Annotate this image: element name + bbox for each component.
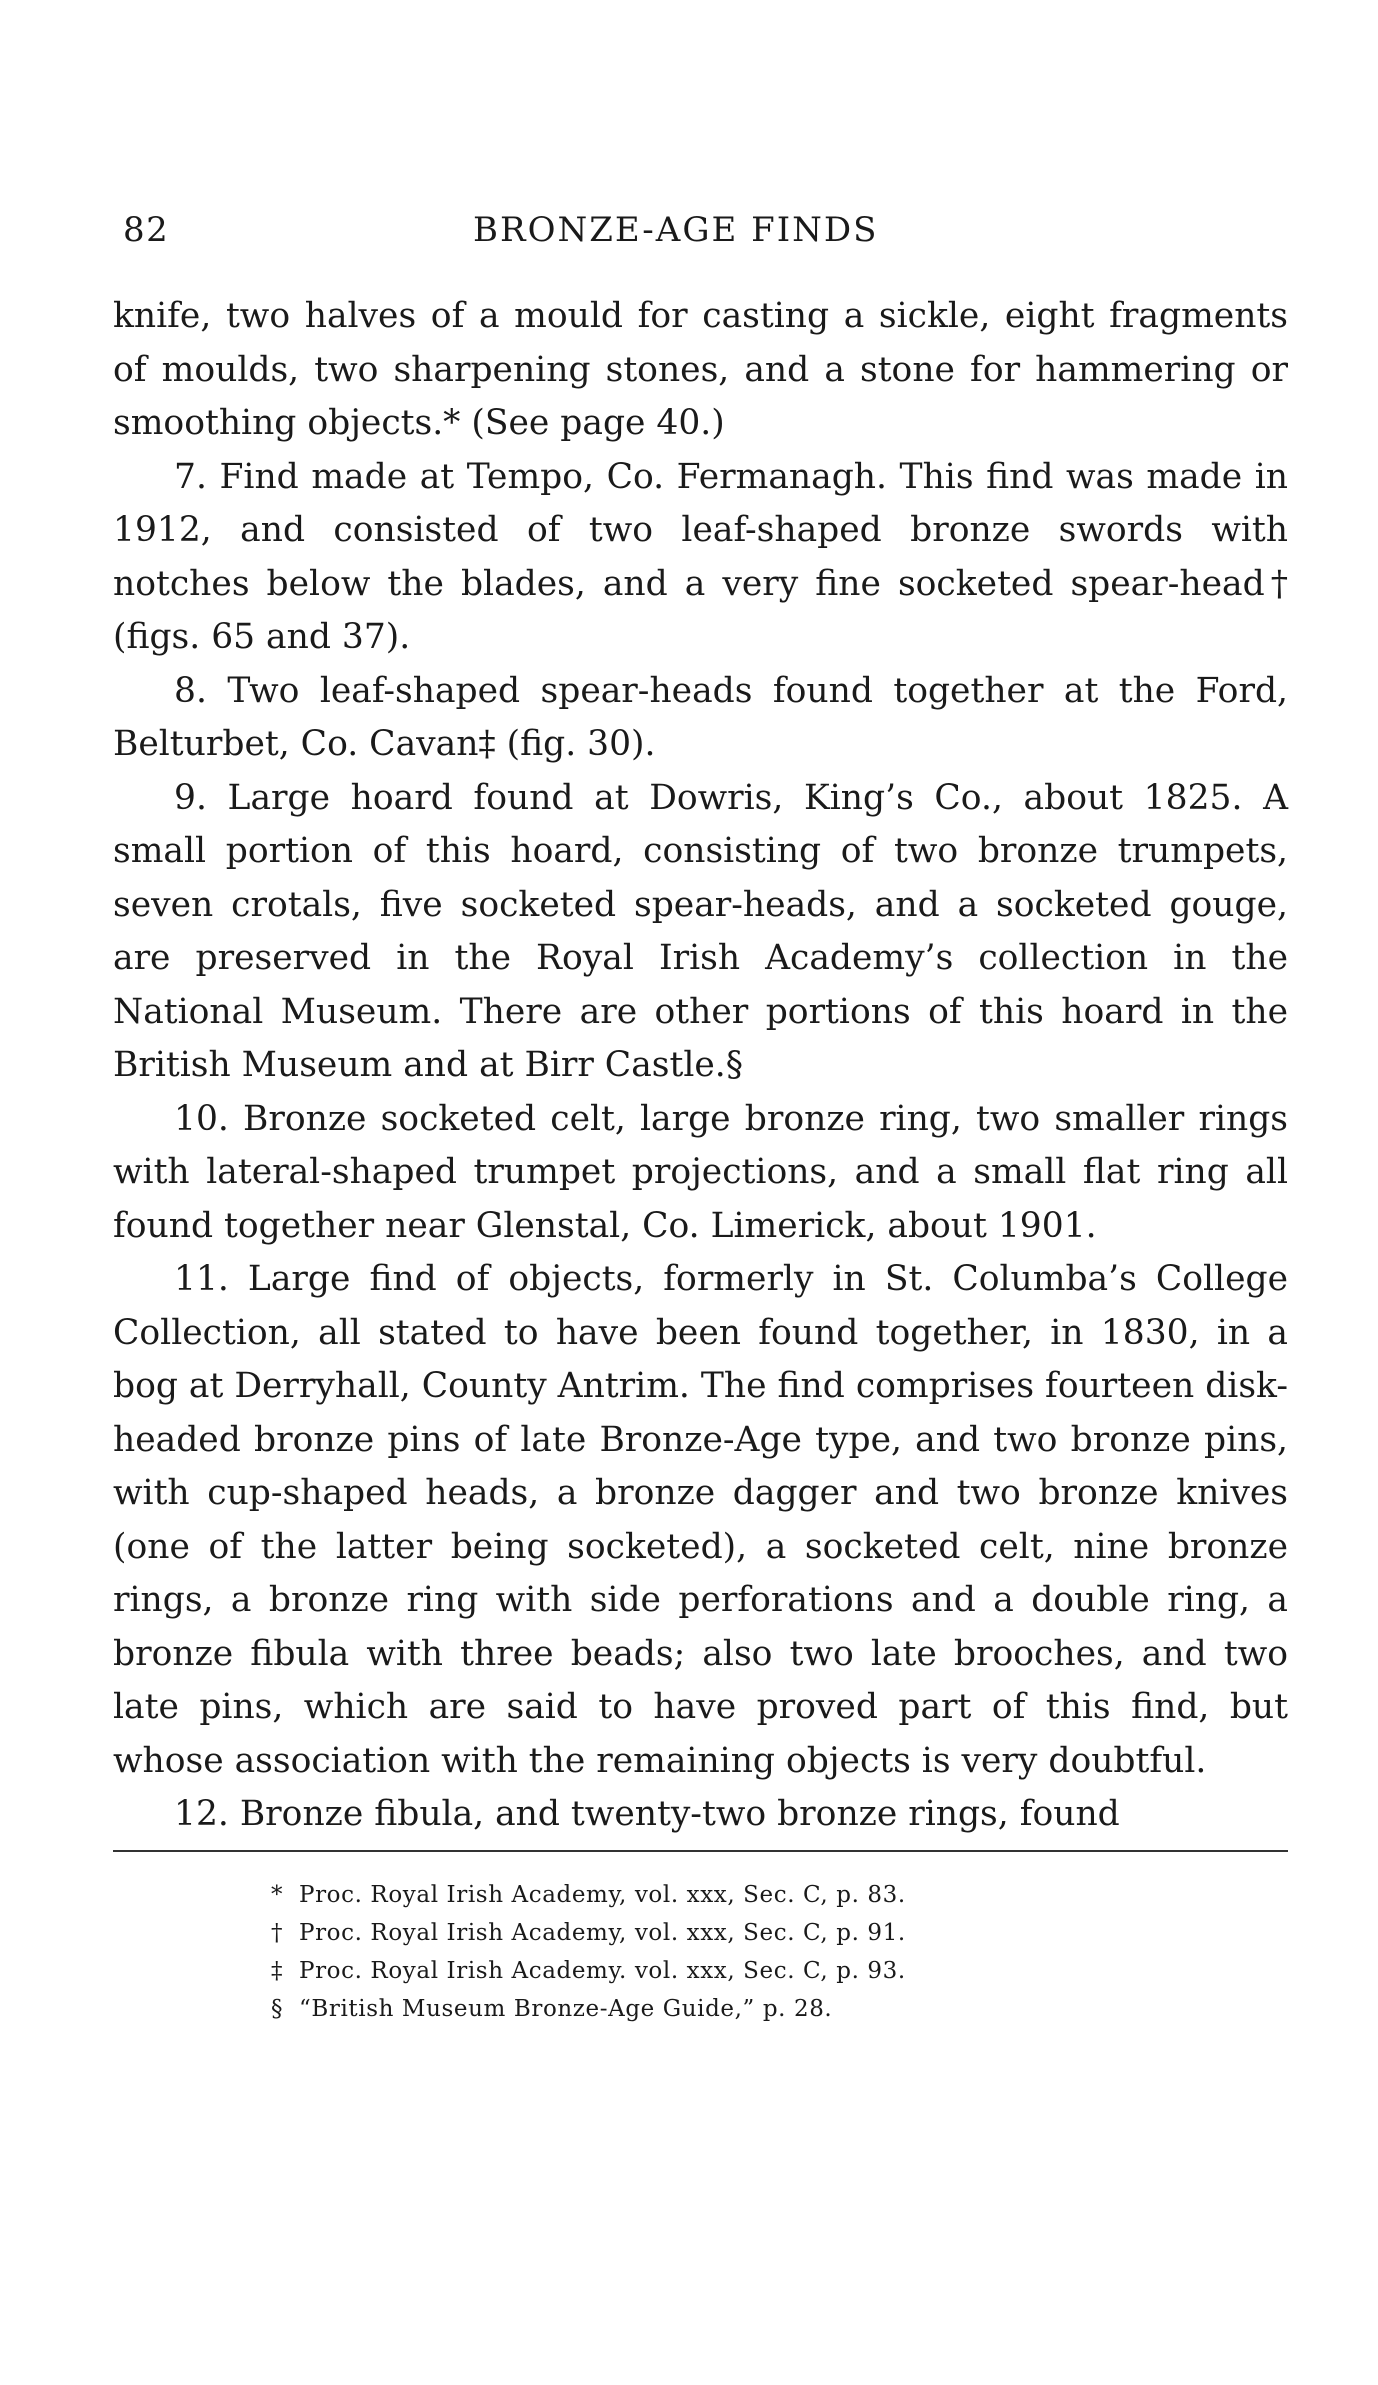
page-number: 82 [123,210,170,250]
book-page [113,210,1288,2028]
footnote-mark: * [271,1881,284,1908]
paragraph-item-8: 8. Two leaf-shaped spear-heads found together at the Ford, Belturbet, Co. Cavan‡ (fig. 30). [113,670,1288,764]
footnote-text: Proc. Royal Irish Academy. vol. xxx, Sec. C, p. 93. [299,1957,906,1984]
paragraph-item-7: 7. Find made at Tempo, Co. Fermanagh. This find was made in 1912, and consisted of two leaf-shaped bronze swords with notches below the blades, and a very fine socketed spear-head† (figs. 65 and 37). [113,456,1288,657]
running-head-title: BRONZE-AGE FINDS [473,210,879,250]
footnote-mark: § [271,1995,284,2022]
footnote-mark: † [271,1919,284,1946]
footnotes [113,1876,1288,2028]
footnote-text: Proc. Royal Irish Academy, vol. xxx, Sec. C, p. 83. [299,1881,906,1908]
paragraph-continuation: knife, two halves of a mould for casting a sickle, eight fragments of moulds, two sharpening stones, and a stone for hammering or smoothing objects.* (See page 40.) [113,296,1288,443]
paragraph-item-10: 10. Bronze socketed celt, large bronze ring, two smaller rings with lateral-shaped trumpet projections, and a small flat ring all found together near Glenstal, Co. Limerick, about 1901. [113,1098,1288,1246]
footnote-mark: ‡ [271,1957,284,1984]
footnote [271,1876,1288,1914]
body-text [113,290,1288,1842]
footnote-text: Proc. Royal Irish Academy, vol. xxx, Sec. C, p. 91. [299,1919,906,1946]
footnote [271,1952,1288,1990]
paragraph-item-12: 12. Bronze fibula, and twenty-two bronze rings, found [174,1794,1120,1834]
paragraph-item-11: 11. Large find of objects, formerly in St. Columba’s College Collection, all stated to have been found together, in 1830, in a bog at Derryhall, County Antrim. The find comprises fourteen disk-headed bronze pins of late Bronze-Age type, and two bronze pins, with cup-shaped heads, a bronze dagger and two bronze knives (one of the latter being socketed), a socketed celt, nine bronze rings, a bronze ring with side perforations and a double ring, a bronze fibula with three beads; also two late brooches, and two late pins, which are said to have proved part of this find, but whose association with the remaining objects is very doubtful. [113,1259,1288,1781]
footnote [271,1990,1288,2028]
footnote [271,1914,1288,1952]
paragraph-item-9: 9. Large hoard found at Dowris, King’s Co., about 1825. A small portion of this hoard, consisting of two bronze trumpets, seven crotals, five socketed spear-heads, and a socketed gouge, are preserved in the Royal Irish Academy’s collection in the National Museum. There are other portions of this hoard in the British Museum and at Birr Castle.§ [113,777,1288,1085]
footnote-divider [113,1850,1288,1852]
running-head [113,210,1288,270]
footnote-text: “British Museum Bronze-Age Guide,” p. 28. [299,1995,833,2022]
